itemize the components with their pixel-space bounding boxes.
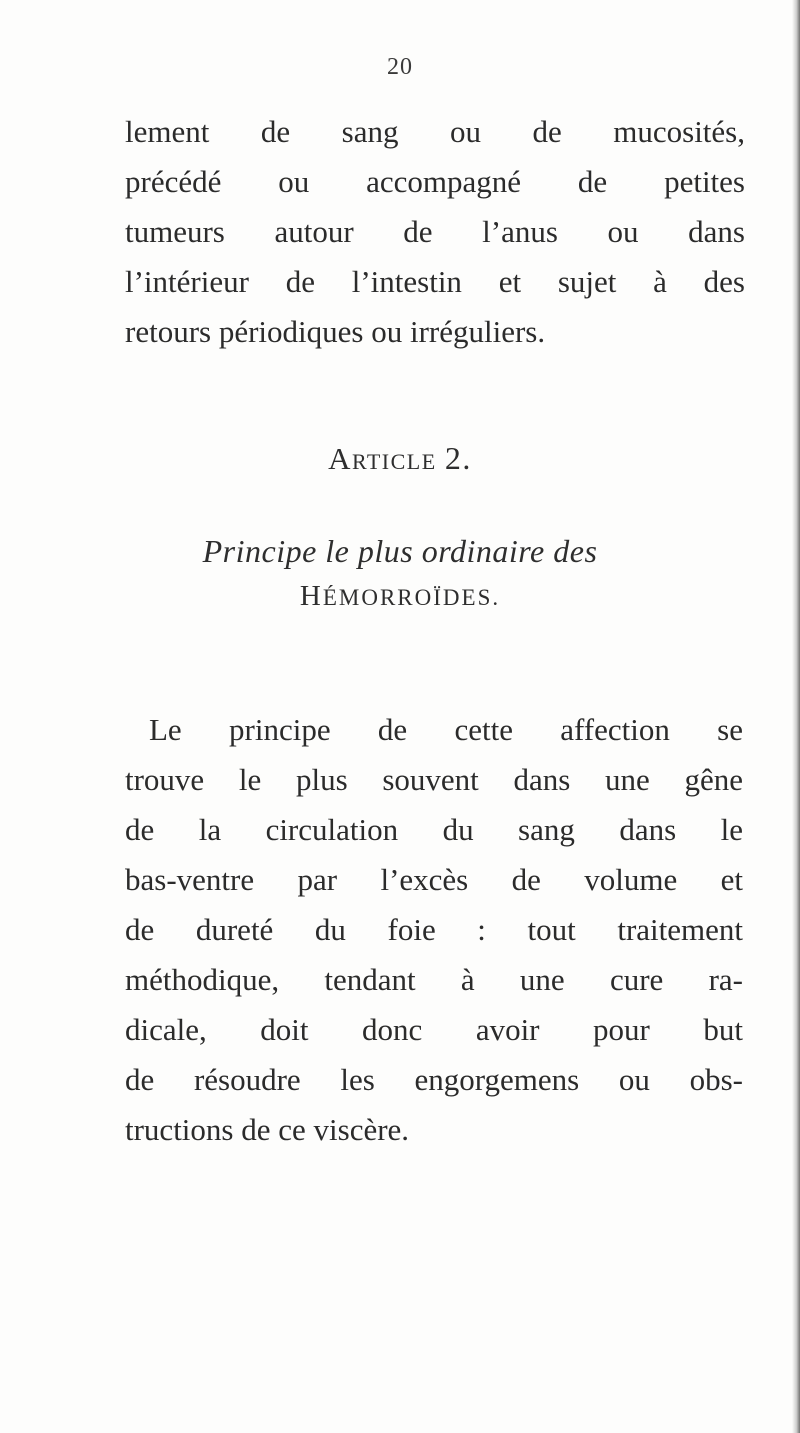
paragraph-line: de résoudre les engorgemens ou obs-: [125, 1062, 743, 1097]
paragraph-line: lement de sang ou de mucosités,: [125, 114, 745, 149]
section-subtitle-smallcaps: [0, 580, 800, 613]
article-heading-initial: A: [328, 441, 352, 476]
article-heading-word: RTICLE: [351, 449, 437, 474]
paragraph-line: l’intérieur de l’intestin et sujet à des: [125, 264, 745, 299]
subtitle-initial: H: [299, 580, 323, 612]
paragraph-line: dicale, doit donc avoir pour but: [125, 1012, 743, 1047]
paragraph-line: méthodique, tendant à une cure ra-: [125, 962, 743, 997]
paragraph-line: de la circulation du sang dans le: [125, 812, 743, 847]
article-number: 2.: [444, 440, 472, 476]
paragraph-intro: [125, 107, 745, 357]
paragraph-line: Le principe de cette affection se: [149, 712, 743, 747]
page-edge-shadow: [792, 0, 800, 1433]
section-subtitle: Principe le plus ordinaire des: [202, 533, 598, 569]
article-heading: [0, 440, 800, 477]
paragraph-line: tructions de ce viscère.: [125, 1112, 410, 1147]
paragraph-line: bas-ventre par l’excès de volume et: [125, 862, 743, 897]
paragraph-line: retours périodiques ou irréguliers.: [125, 314, 546, 349]
paragraph-line: de dureté du foie : tout traitement: [125, 912, 743, 947]
paragraph-line: trouve le plus souvent dans une gêne: [125, 762, 743, 797]
page-number: 20: [387, 54, 413, 80]
paragraph-principle: [125, 705, 743, 1155]
subtitle-word: ÉMORROÏDES.: [322, 585, 501, 610]
paragraph-line: tumeurs autour de l’anus ou dans: [125, 214, 745, 249]
paragraph-line: précédé ou accompagné de petites: [125, 164, 745, 199]
